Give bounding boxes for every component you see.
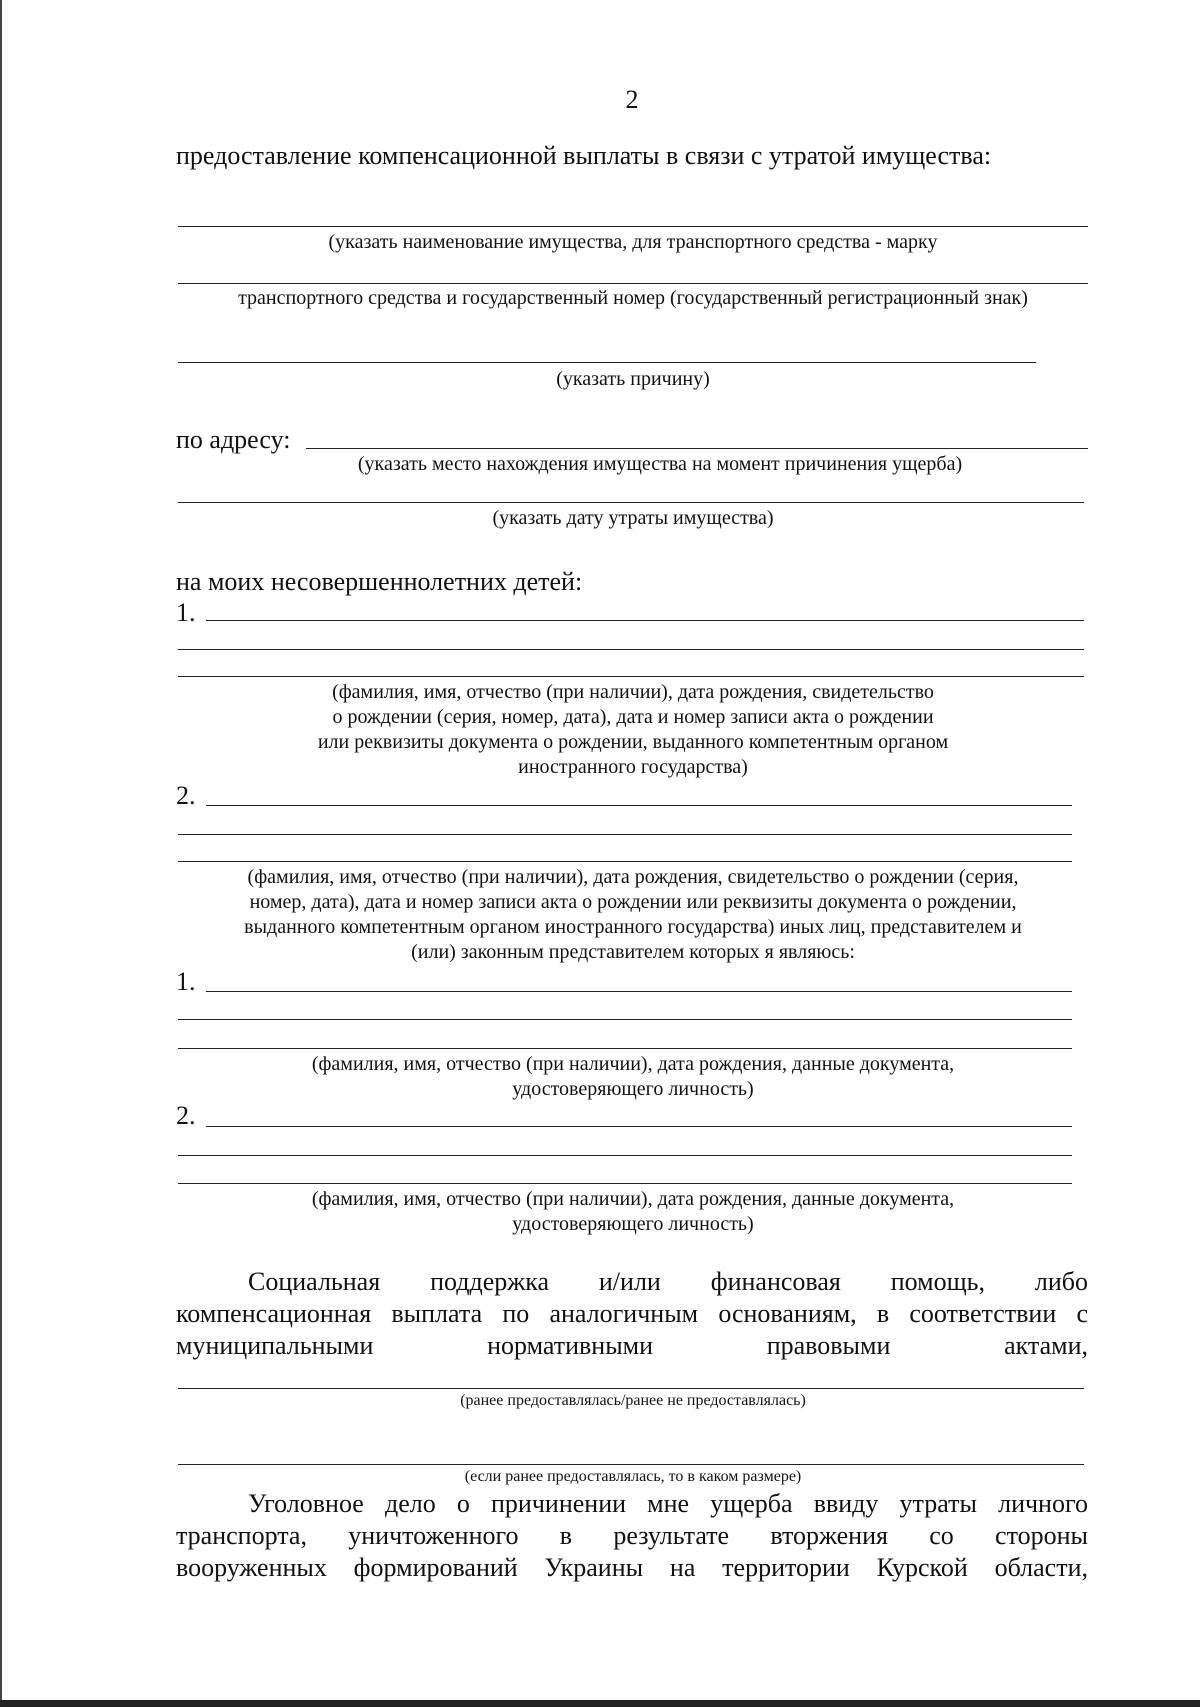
child-2-caption-line-1: (фамилия, имя, отчество (при наличии), дата рождения, свидетельство о рождении (серия,: [247, 866, 1019, 888]
support-status-field[interactable]: [178, 1388, 1084, 1389]
support-line-1: Социальная поддержка и/или финансовая помощь, либо: [248, 1267, 1088, 1296]
property-caption-1: (указать наименование имущества, для транспортного средства - марку: [328, 231, 938, 253]
loss-date-caption: (указать дату утраты имущества): [492, 507, 774, 529]
person-1-field-line-2[interactable]: [178, 1019, 1072, 1020]
page-number: 2: [625, 85, 639, 114]
support-amount-field[interactable]: [178, 1464, 1084, 1465]
person-1-field[interactable]: [206, 991, 1072, 992]
person-1-number: 1.: [176, 967, 196, 996]
criminal-line-3: вооруженных формирований Украины на территории Курской области,: [176, 1553, 1088, 1582]
property-name-field[interactable]: [178, 226, 1088, 227]
child-1-field[interactable]: [206, 620, 1084, 621]
child-2-caption-line-4: (или) законным представителем которых я являюсь:: [411, 941, 855, 963]
property-plate-field[interactable]: [178, 283, 1088, 284]
property-caption-2: транспортного средства и государственный номер (государственный регистрационный знак): [238, 287, 1028, 309]
person-1-caption-line-1: (фамилия, имя, отчество (при наличии), дата рождения, данные документа,: [311, 1053, 955, 1075]
child-caption-line-1: (фамилия, имя, отчество (при наличии), дата рождения, свидетельство: [332, 681, 934, 703]
criminal-line-1: Уголовное дело о причинении мне ущерба ввиду утраты личного: [248, 1489, 1088, 1518]
address-label: по адресу:: [176, 425, 291, 454]
child-caption: [178, 680, 1088, 780]
intro-line: предоставление компенсационной выплаты в связи с утратой имущества:: [176, 141, 992, 170]
person-2-field-line-2[interactable]: [178, 1155, 1072, 1156]
child-1-field-line-3[interactable]: [178, 676, 1084, 677]
person-2-caption: [178, 1187, 1088, 1237]
person-2-number: 2.: [176, 1101, 196, 1130]
person-1-caption: [178, 1052, 1088, 1102]
child-1-number: 1.: [176, 598, 196, 627]
child-caption-line-2: о рождении (серия, номер, дата), дата и номер записи акта о рождении: [332, 706, 934, 728]
scan-edge-bottom: [0, 1700, 1200, 1707]
criminal-case-paragraph: [176, 1488, 1088, 1584]
support-amount-caption: (если ранее предоставлялась, то в каком размере): [464, 1468, 802, 1485]
person-2-field-line-3[interactable]: [178, 1183, 1072, 1184]
child-2-field-line-2[interactable]: [178, 834, 1072, 835]
support-line-2: компенсационная выплата по аналогичным основаниям, в соответствии с: [176, 1299, 1088, 1328]
person-2-field[interactable]: [206, 1126, 1072, 1127]
person-2-caption-line-1: (фамилия, имя, отчество (при наличии), дата рождения, данные документа,: [311, 1188, 955, 1210]
support-status-caption: (ранее предоставлялась/ранее не предоставлялась): [460, 1392, 806, 1409]
support-line-3: муниципальными нормативными правовыми актами,: [176, 1331, 1088, 1360]
child-2-caption: [178, 865, 1088, 965]
child-2-caption-line-3: выданного компетентным органом иностранного государства) иных лиц, представителем и: [244, 916, 1022, 938]
person-1-field-line-3[interactable]: [178, 1048, 1072, 1049]
child-2-field-line-3[interactable]: [178, 861, 1072, 862]
reason-caption: (указать причину): [556, 368, 710, 390]
person-1-caption-line-2: удостоверяющего личность): [512, 1078, 754, 1100]
criminal-line-2: транспорта, уничтоженного в результате вторжения со стороны: [176, 1521, 1088, 1550]
child-caption-line-4: иностранного государства): [518, 756, 748, 778]
reason-field[interactable]: [178, 362, 1036, 363]
support-paragraph: [176, 1266, 1088, 1362]
child-2-field[interactable]: [206, 805, 1072, 806]
address-caption: (указать место нахождения имущества на момент причинения ущерба): [357, 453, 963, 475]
scan-edge-left: [0, 0, 2, 1707]
child-caption-line-3: или реквизиты документа о рождении, выданного компетентным органом: [317, 731, 949, 753]
children-heading: на моих несовершеннолетних детей:: [176, 567, 583, 596]
child-1-field-line-2[interactable]: [178, 649, 1084, 650]
child-2-number: 2.: [176, 781, 196, 810]
address-field[interactable]: [306, 448, 1088, 449]
person-2-caption-line-2: удостоверяющего личность): [512, 1213, 754, 1235]
loss-date-field[interactable]: [178, 502, 1084, 503]
child-2-caption-line-2: номер, дата), дата и номер записи акта о рождении или реквизиты документа о рождении,: [249, 891, 1017, 913]
